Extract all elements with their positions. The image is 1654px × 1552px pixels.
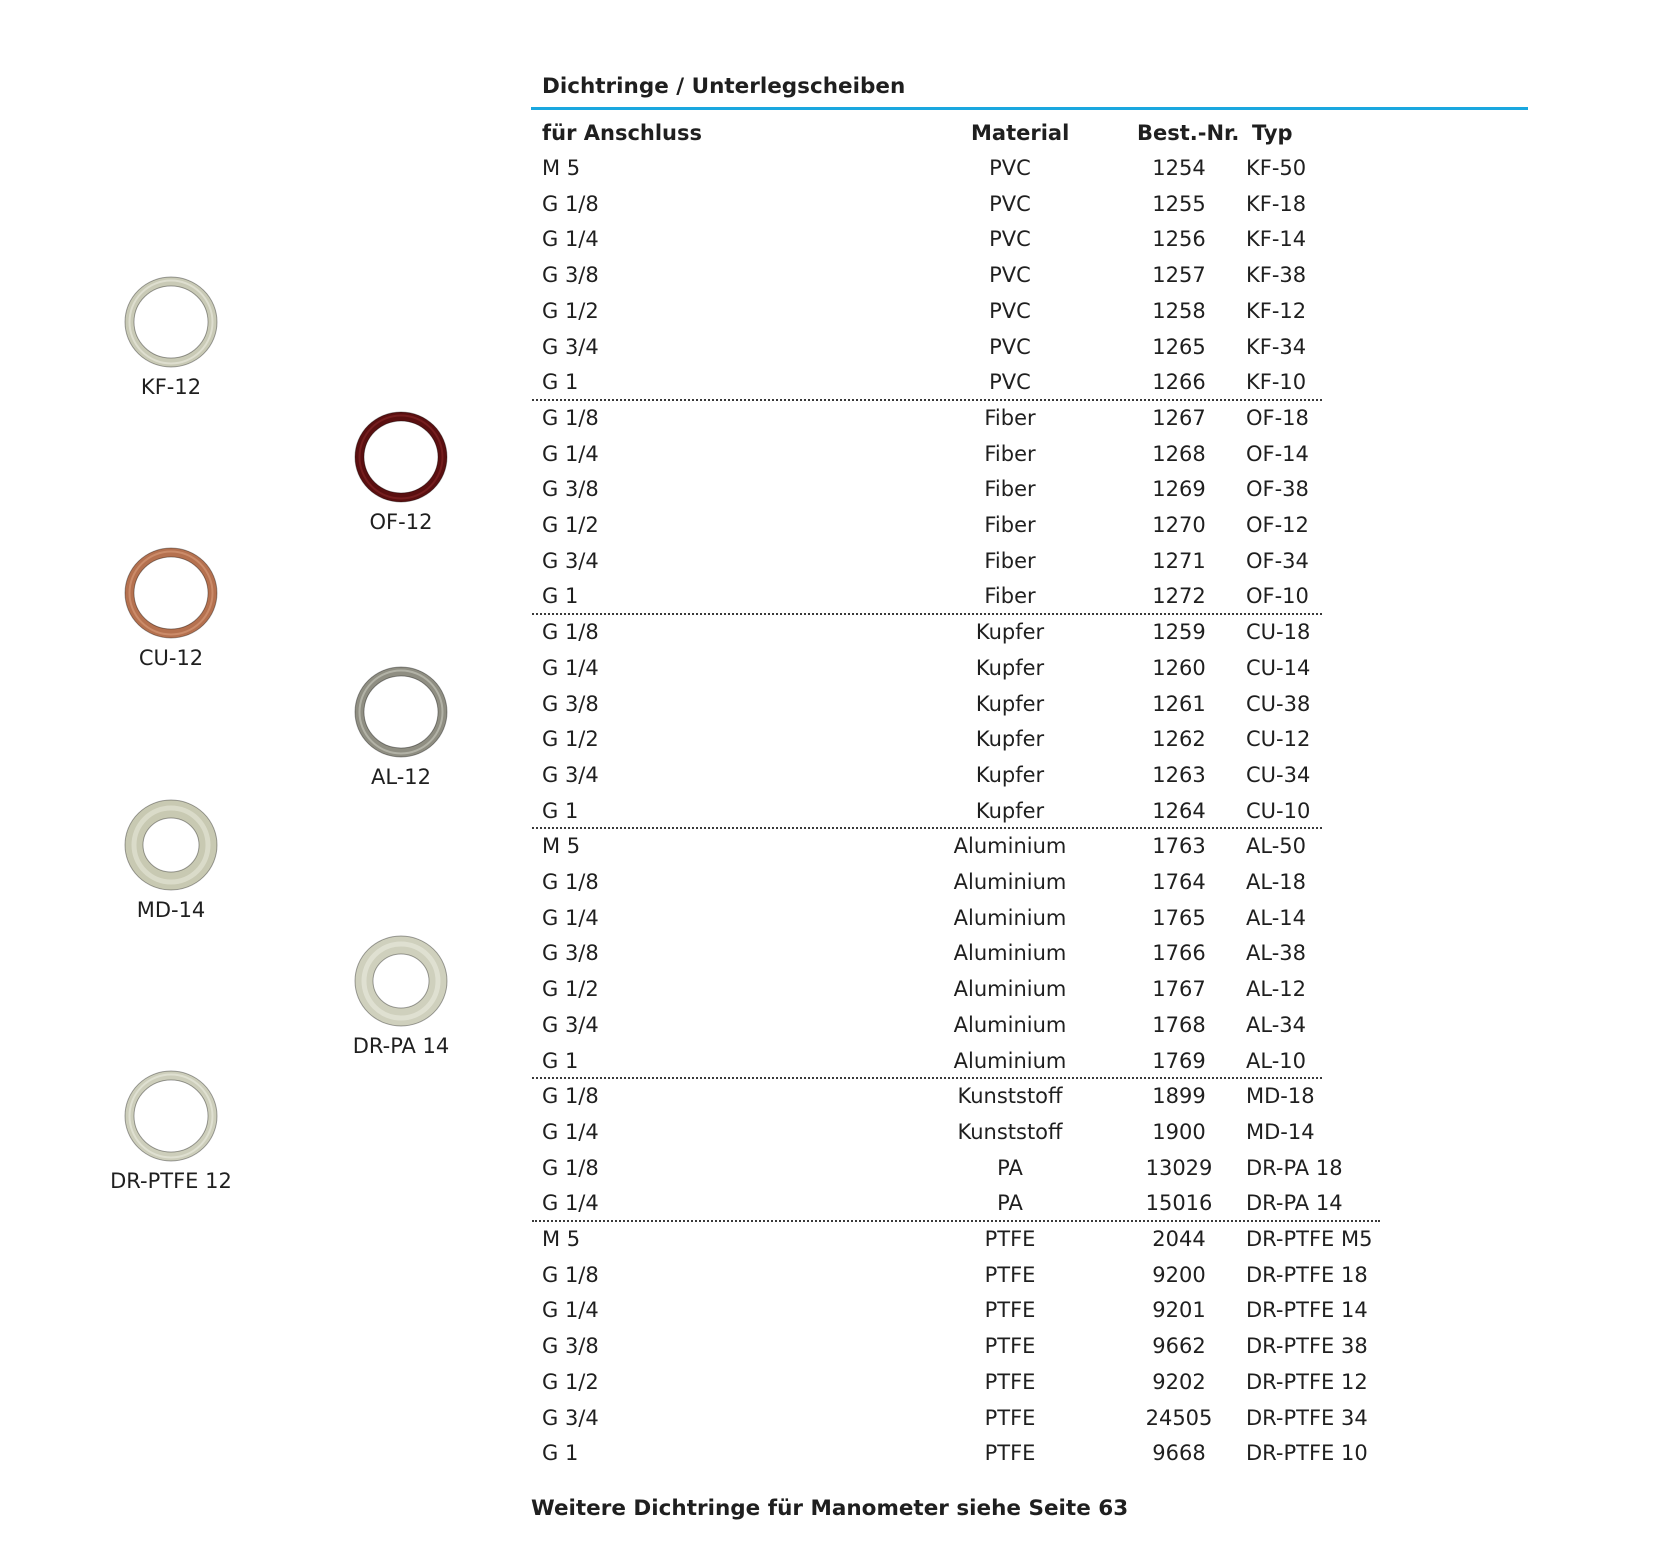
cell-anschluss: G 3/8 — [542, 263, 599, 288]
cell-anschluss: G 3/4 — [542, 1405, 599, 1430]
cell-bestnr-text: 1270 — [1152, 513, 1206, 537]
group-separator — [532, 399, 1322, 401]
ring-image-dr-pa-14 — [351, 931, 451, 1031]
cell-anschluss: G 1/8 — [542, 1155, 599, 1180]
cell-material-text: PVC — [989, 227, 1031, 252]
ring-image-kf-12 — [121, 272, 221, 372]
ring-image-dr-ptfe-12 — [121, 1066, 221, 1166]
cell-typ: CU-12 — [1246, 727, 1311, 752]
cell-material-text: PTFE — [984, 1227, 1036, 1251]
column-header-anschluss: für Anschluss — [542, 121, 703, 145]
cell-material-text: Kunststoff — [957, 1119, 1063, 1144]
cell-material-text: Kupfer — [975, 798, 1045, 823]
cell-bestnr-text: 1764 — [1152, 870, 1206, 894]
cell-bestnr-text: 1272 — [1152, 584, 1206, 609]
cell-material-text: PTFE — [984, 1405, 1036, 1430]
ring-label: OF-12 — [369, 510, 433, 534]
cell-bestnr-text: 2044 — [1152, 1227, 1206, 1251]
cell-anschluss: G 3/4 — [542, 1012, 599, 1037]
ring-image-md-14 — [121, 795, 221, 895]
cell-material-text: PVC — [989, 334, 1031, 359]
cell-bestnr-text: 1258 — [1152, 298, 1206, 323]
ring-label: DR-PTFE 12 — [110, 1169, 232, 1193]
cell-typ: AL-50 — [1246, 834, 1306, 859]
cell-material-text: Aluminium — [953, 1048, 1067, 1073]
cell-bestnr-text: 9200 — [1152, 1262, 1206, 1287]
cell-typ: AL-10 — [1246, 1048, 1306, 1073]
cell-anschluss: G 1/8 — [542, 1084, 599, 1109]
cell-anschluss: M 5 — [542, 834, 581, 859]
cell-bestnr-text: 1257 — [1152, 263, 1206, 288]
footnote: Weitere Dichtringe für Manometer siehe Seite 63 — [531, 1496, 1129, 1521]
column-header-material: Material — [971, 121, 1070, 145]
cell-material-text: Aluminium — [953, 905, 1067, 930]
cell-bestnr-text: 15016 — [1145, 1191, 1213, 1216]
cell-bestnr-text: 24505 — [1145, 1405, 1213, 1430]
cell-typ: DR-PTFE 10 — [1246, 1441, 1368, 1466]
cell-typ: MD-18 — [1246, 1084, 1315, 1109]
cell-typ: DR-PTFE 38 — [1246, 1334, 1368, 1359]
cell-material-text: PVC — [989, 156, 1031, 180]
cell-anschluss: G 3/8 — [542, 477, 599, 502]
cell-material-text: PTFE — [984, 1334, 1036, 1359]
cell-anschluss: G 1/4 — [542, 227, 599, 252]
page-title: Dichtringe / Unterlegscheiben — [542, 74, 906, 99]
cell-material-text: PVC — [989, 191, 1031, 216]
cell-anschluss: G 1 — [542, 1048, 579, 1073]
cell-typ: AL-12 — [1246, 977, 1306, 1002]
cell-material-text: Aluminium — [953, 870, 1067, 894]
cell-material-text: Aluminium — [953, 834, 1067, 859]
cell-anschluss: G 1/2 — [542, 977, 599, 1002]
cell-anschluss: G 3/8 — [542, 691, 599, 716]
cell-material-text: Kunststoff — [957, 1084, 1063, 1109]
cell-typ: DR-PA 14 — [1246, 1191, 1343, 1216]
cell-material-text: Fiber — [984, 477, 1036, 502]
cell-bestnr-text: 1765 — [1152, 905, 1206, 930]
ring-image-al-12 — [351, 662, 451, 762]
cell-material-text: Kupfer — [975, 620, 1045, 645]
cell-anschluss: M 5 — [542, 1227, 581, 1251]
cell-bestnr-text: 1254 — [1152, 156, 1206, 180]
cell-anschluss: G 1 — [542, 1441, 579, 1466]
cell-typ: DR-PTFE 14 — [1246, 1298, 1368, 1323]
ring-label: AL-12 — [371, 765, 431, 789]
cell-bestnr-text: 9202 — [1152, 1369, 1206, 1394]
group-separator — [532, 827, 1322, 829]
cell-typ: CU-14 — [1246, 655, 1311, 680]
cell-typ: CU-34 — [1246, 762, 1311, 787]
cell-bestnr-text: 1265 — [1152, 334, 1206, 359]
cell-material-text: Kupfer — [975, 762, 1045, 787]
cell-bestnr-text: 1769 — [1152, 1048, 1206, 1073]
cell-anschluss: G 1/8 — [542, 620, 599, 645]
ring-image-of-12 — [351, 407, 451, 507]
cell-typ: OF-12 — [1246, 513, 1309, 537]
cell-bestnr-text: 1264 — [1152, 798, 1206, 823]
cell-anschluss: G 1 — [542, 798, 579, 823]
cell-bestnr-text: 1255 — [1152, 191, 1206, 216]
cell-material-text: Kupfer — [975, 727, 1045, 752]
cell-bestnr-text: 1266 — [1152, 370, 1206, 395]
cell-anschluss: G 1/8 — [542, 405, 599, 430]
cell-material-text: PA — [997, 1155, 1023, 1180]
cell-anschluss: G 1/4 — [542, 655, 599, 680]
cell-typ: DR-PA 18 — [1246, 1155, 1343, 1180]
cell-typ: KF-18 — [1246, 191, 1307, 216]
cell-material-text: Aluminium — [953, 977, 1067, 1002]
cell-bestnr-text: 1256 — [1152, 227, 1206, 252]
cell-anschluss: G 1/2 — [542, 298, 599, 323]
cell-bestnr-text: 1899 — [1152, 1084, 1206, 1109]
cell-anschluss: G 1/2 — [542, 513, 599, 537]
cell-typ: OF-14 — [1246, 441, 1309, 466]
cell-bestnr-text: 1263 — [1152, 762, 1206, 787]
cell-typ: KF-50 — [1246, 156, 1307, 180]
cell-material-text: PVC — [989, 298, 1031, 323]
cell-typ: DR-PTFE 12 — [1246, 1369, 1368, 1394]
cell-material-text: PTFE — [984, 1441, 1036, 1466]
cell-bestnr-text: 9668 — [1152, 1441, 1206, 1466]
cell-material-text: PTFE — [984, 1369, 1036, 1394]
cell-material-text: PTFE — [984, 1262, 1036, 1287]
cell-material-text: Fiber — [984, 405, 1036, 430]
cell-typ: DR-PTFE 18 — [1246, 1262, 1368, 1287]
cell-bestnr-text: 1766 — [1152, 941, 1206, 966]
cell-anschluss: G 1/8 — [542, 1262, 599, 1287]
cell-material-text: PVC — [989, 370, 1031, 395]
cell-material-text: Kupfer — [975, 655, 1045, 680]
cell-material-text: Aluminium — [953, 1012, 1067, 1037]
cell-bestnr-text: 1269 — [1152, 477, 1206, 502]
cell-anschluss: G 1/8 — [542, 191, 599, 216]
cell-material-text: Kupfer — [975, 691, 1045, 716]
cell-material-text: PVC — [989, 263, 1031, 288]
cell-typ: OF-38 — [1246, 477, 1309, 502]
cell-bestnr-text: 1268 — [1152, 441, 1206, 466]
cell-typ: KF-10 — [1246, 370, 1307, 395]
cell-anschluss: G 1/4 — [542, 1191, 599, 1216]
cell-typ: AL-38 — [1246, 941, 1306, 966]
cell-material-text: Fiber — [984, 513, 1036, 537]
ring-label: DR-PA 14 — [352, 1034, 450, 1058]
cell-typ: OF-10 — [1246, 584, 1309, 609]
cell-anschluss: G 1/2 — [542, 1369, 599, 1394]
cell-bestnr-text: 1763 — [1152, 834, 1206, 859]
cell-material-text: Fiber — [984, 584, 1036, 609]
title-underline — [531, 107, 1528, 110]
cell-anschluss: G 1/4 — [542, 905, 599, 930]
cell-typ: AL-18 — [1246, 870, 1306, 894]
cell-bestnr-text: 13029 — [1145, 1155, 1213, 1180]
cell-typ: DR-PTFE 34 — [1246, 1405, 1368, 1430]
ring-image-cu-12 — [121, 543, 221, 643]
cell-typ: KF-38 — [1246, 263, 1307, 288]
cell-typ: KF-14 — [1246, 227, 1307, 252]
cell-typ: KF-12 — [1246, 298, 1307, 323]
cell-typ: DR-PTFE M5 — [1246, 1227, 1373, 1251]
group-separator — [532, 1220, 1380, 1222]
cell-typ: CU-18 — [1246, 620, 1311, 645]
cell-bestnr-text: 1262 — [1152, 727, 1206, 752]
cell-bestnr-text: 1261 — [1152, 691, 1206, 716]
cell-anschluss: G 3/4 — [542, 334, 599, 359]
cell-anschluss: G 1 — [542, 584, 579, 609]
cell-anschluss: G 1/4 — [542, 1298, 599, 1323]
cell-bestnr-text: 1271 — [1152, 548, 1206, 573]
cell-anschluss: G 1/4 — [542, 441, 599, 466]
cell-typ: KF-34 — [1246, 334, 1307, 359]
cell-anschluss: G 1 — [542, 370, 579, 395]
cell-bestnr-text: 1900 — [1152, 1119, 1206, 1144]
cell-bestnr-text: 9201 — [1152, 1298, 1206, 1323]
cell-material-text: PTFE — [984, 1298, 1036, 1323]
cell-typ: MD-14 — [1246, 1119, 1315, 1144]
ring-label: MD-14 — [136, 898, 206, 922]
cell-material-text: PA — [997, 1191, 1023, 1216]
cell-typ: AL-34 — [1246, 1012, 1306, 1037]
cell-anschluss: G 3/4 — [542, 762, 599, 787]
cell-typ: AL-14 — [1246, 905, 1306, 930]
ring-label: KF-12 — [140, 375, 202, 399]
cell-bestnr-text: 1267 — [1152, 405, 1206, 430]
cell-bestnr-text: 1259 — [1152, 620, 1206, 645]
cell-typ: CU-10 — [1246, 798, 1311, 823]
cell-bestnr-text: 9662 — [1152, 1334, 1206, 1359]
cell-typ: OF-18 — [1246, 405, 1309, 430]
cell-bestnr-text: 1260 — [1152, 655, 1206, 680]
cell-anschluss: M 5 — [542, 156, 581, 180]
cell-material-text: Fiber — [984, 441, 1036, 466]
cell-anschluss: G 3/8 — [542, 941, 599, 966]
cell-anschluss: G 1/4 — [542, 1119, 599, 1144]
column-header-typ: Typ — [1252, 121, 1293, 145]
column-header-bestnr: Best.-Nr. — [1137, 121, 1240, 145]
cell-anschluss: G 1/2 — [542, 727, 599, 752]
cell-bestnr-text: 1768 — [1152, 1012, 1206, 1037]
cell-bestnr-text: 1767 — [1152, 977, 1206, 1002]
cell-anschluss: G 1/8 — [542, 870, 599, 894]
cell-material-text: Aluminium — [953, 941, 1067, 966]
cell-anschluss: G 3/4 — [542, 548, 599, 573]
cell-material-text: Fiber — [984, 548, 1036, 573]
ring-label: CU-12 — [138, 646, 204, 670]
cell-anschluss: G 3/8 — [542, 1334, 599, 1359]
cell-typ: CU-38 — [1246, 691, 1311, 716]
group-separator — [532, 613, 1322, 615]
group-separator — [532, 1077, 1322, 1079]
cell-typ: OF-34 — [1246, 548, 1309, 573]
